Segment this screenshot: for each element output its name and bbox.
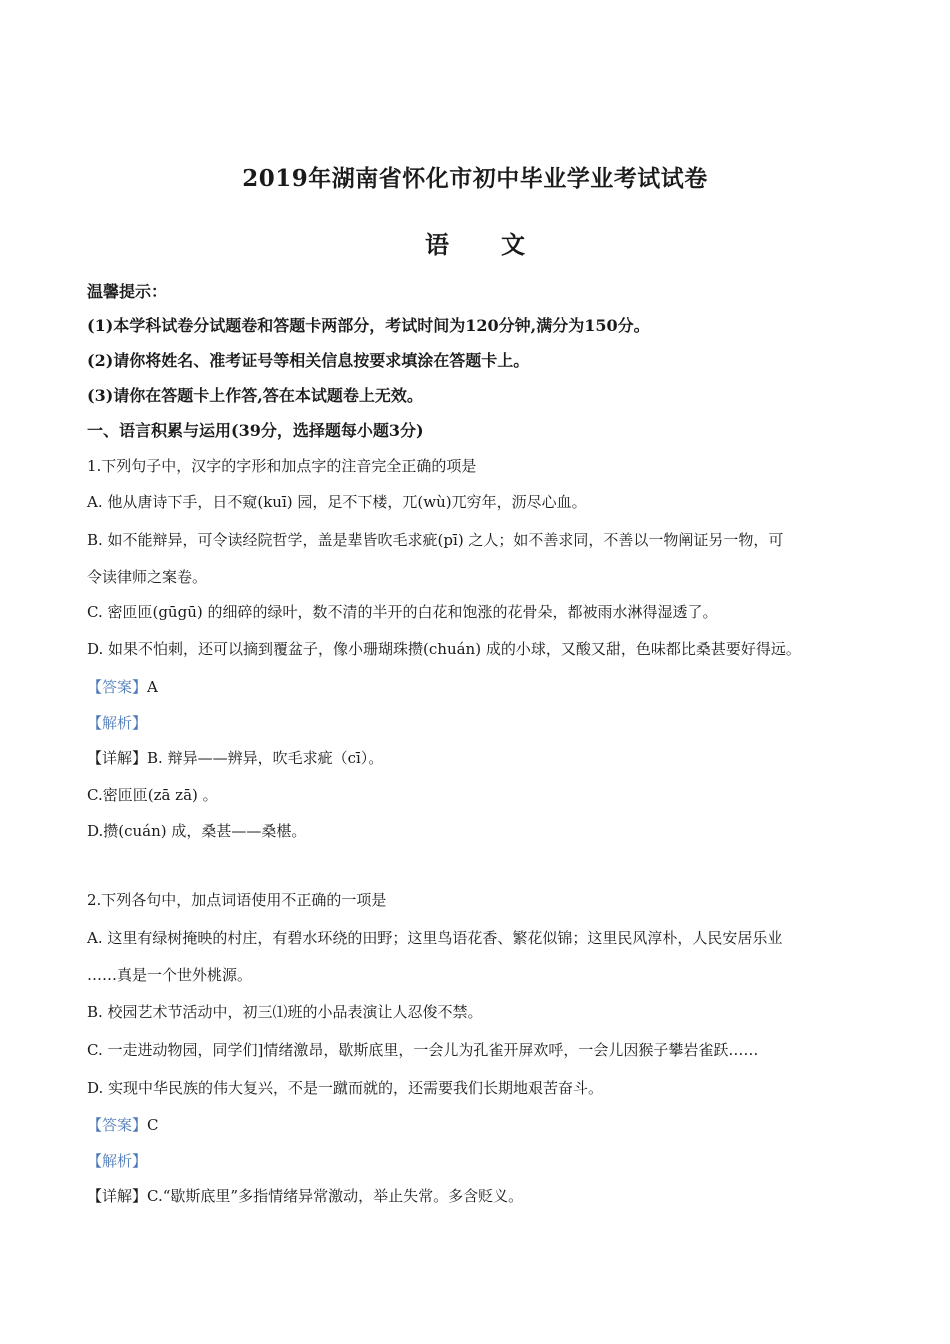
q1-option-b-line-1: B. 如不能辩异，可令读经院哲学，盖是辈皆吹毛求疵(pī) 之人；如不善求同，不善以一物阐证另一物，可: [87, 531, 784, 549]
q2-option-c: C. 一走进动物园，同学们]情绪激昂，歇斯底里，一会儿为孔雀开屏欢呼，一会儿因猴子攀岩雀跃……: [87, 1041, 759, 1059]
q1-option-d: D. 如果不怕刺，还可以摘到覆盆子，像小珊瑚珠攒(chuán) 成的小球，又酸又甜，色味都比桑甚要好得远。: [87, 640, 801, 658]
subject-title: [0, 225, 950, 260]
q2-analysis-label: 【解析】: [87, 1152, 148, 1170]
detail-label: 【详解】: [87, 1187, 148, 1205]
q2-option-b: B. 校园艺术节活动中，初三⑴班的小品表演让人忍俊不禁。: [87, 1003, 483, 1021]
q1-analysis-label: 【解析】: [87, 714, 148, 732]
tip-item-2: (2)请你将姓名、准考证号等相关信息按要求填涂在答题卡上。: [87, 351, 530, 370]
tips-heading: 温馨提示：: [87, 282, 168, 301]
q1-option-c: C. 密匝匝(gūgū) 的细碎的绿叶，数不清的半开的白花和饱涨的花骨朵，都被雨水淋得湿透了。: [87, 603, 718, 621]
q1-detail-1: 【详解】B. 辩异——辨异，吹毛求疵（cī）。: [87, 749, 384, 767]
q2-detail-1: 【详解】C.“歇斯底里”多指情绪异常激动，举止失常。多含贬义。: [87, 1187, 524, 1205]
q2-stem: 2.下列各句中，加点词语使用不正确的一项是: [87, 891, 387, 909]
q1-detail-2: C.密匝匝(zā zā) 。: [87, 786, 218, 804]
answer-value: A: [147, 678, 158, 696]
document-title: 2019年湖南省怀化市初中毕业学业考试试卷: [242, 165, 708, 192]
subject-char-2: 文: [501, 230, 525, 259]
q1-answer: [87, 677, 877, 697]
q1-option-b-line-2: 令读律师之案卷。: [87, 568, 208, 586]
answer-value: C: [147, 1116, 159, 1134]
q1-stem: 1.下列句子中，汉字的字形和加点字的注音完全正确的项是: [87, 457, 477, 475]
subject-char-1: 语: [425, 230, 449, 259]
q2-option-a-line-1: A. 这里有绿树掩映的村庄，有碧水环绕的田野；这里鸟语花香、繁花似锦；这里民风淳朴，人民安居乐业: [87, 929, 783, 947]
detail-label: 【详解】: [87, 749, 148, 767]
q2-option-d: D. 实现中华民族的伟大复兴，不是一蹴而就的，还需要我们长期地艰苦奋斗。: [87, 1079, 604, 1097]
q1-option-a: A. 他从唐诗下手，日不窥(kuī) 园，足不下楼，兀(wù)兀穷年，沥尽心血。: [87, 493, 587, 511]
answer-label: 【答案】: [87, 1116, 148, 1134]
q1-detail-3: D.攒(cuán) 成，桑甚——桑椹。: [87, 822, 307, 840]
q2-option-a-line-2: ……真是一个世外桃源。: [87, 966, 253, 984]
answer-label: 【答案】: [87, 678, 148, 696]
tip-item-1: (1)本学科试卷分试题卷和答题卡两部分，考试时间为120分钟,满分为150分。: [87, 316, 650, 335]
tip-item-3: (3)请你在答题卡上作答,答在本试题卷上无效。: [87, 386, 423, 405]
q2-answer: [87, 1115, 877, 1135]
section-heading: 一、语言积累与运用(39分，选择题每小题3分): [87, 421, 424, 440]
